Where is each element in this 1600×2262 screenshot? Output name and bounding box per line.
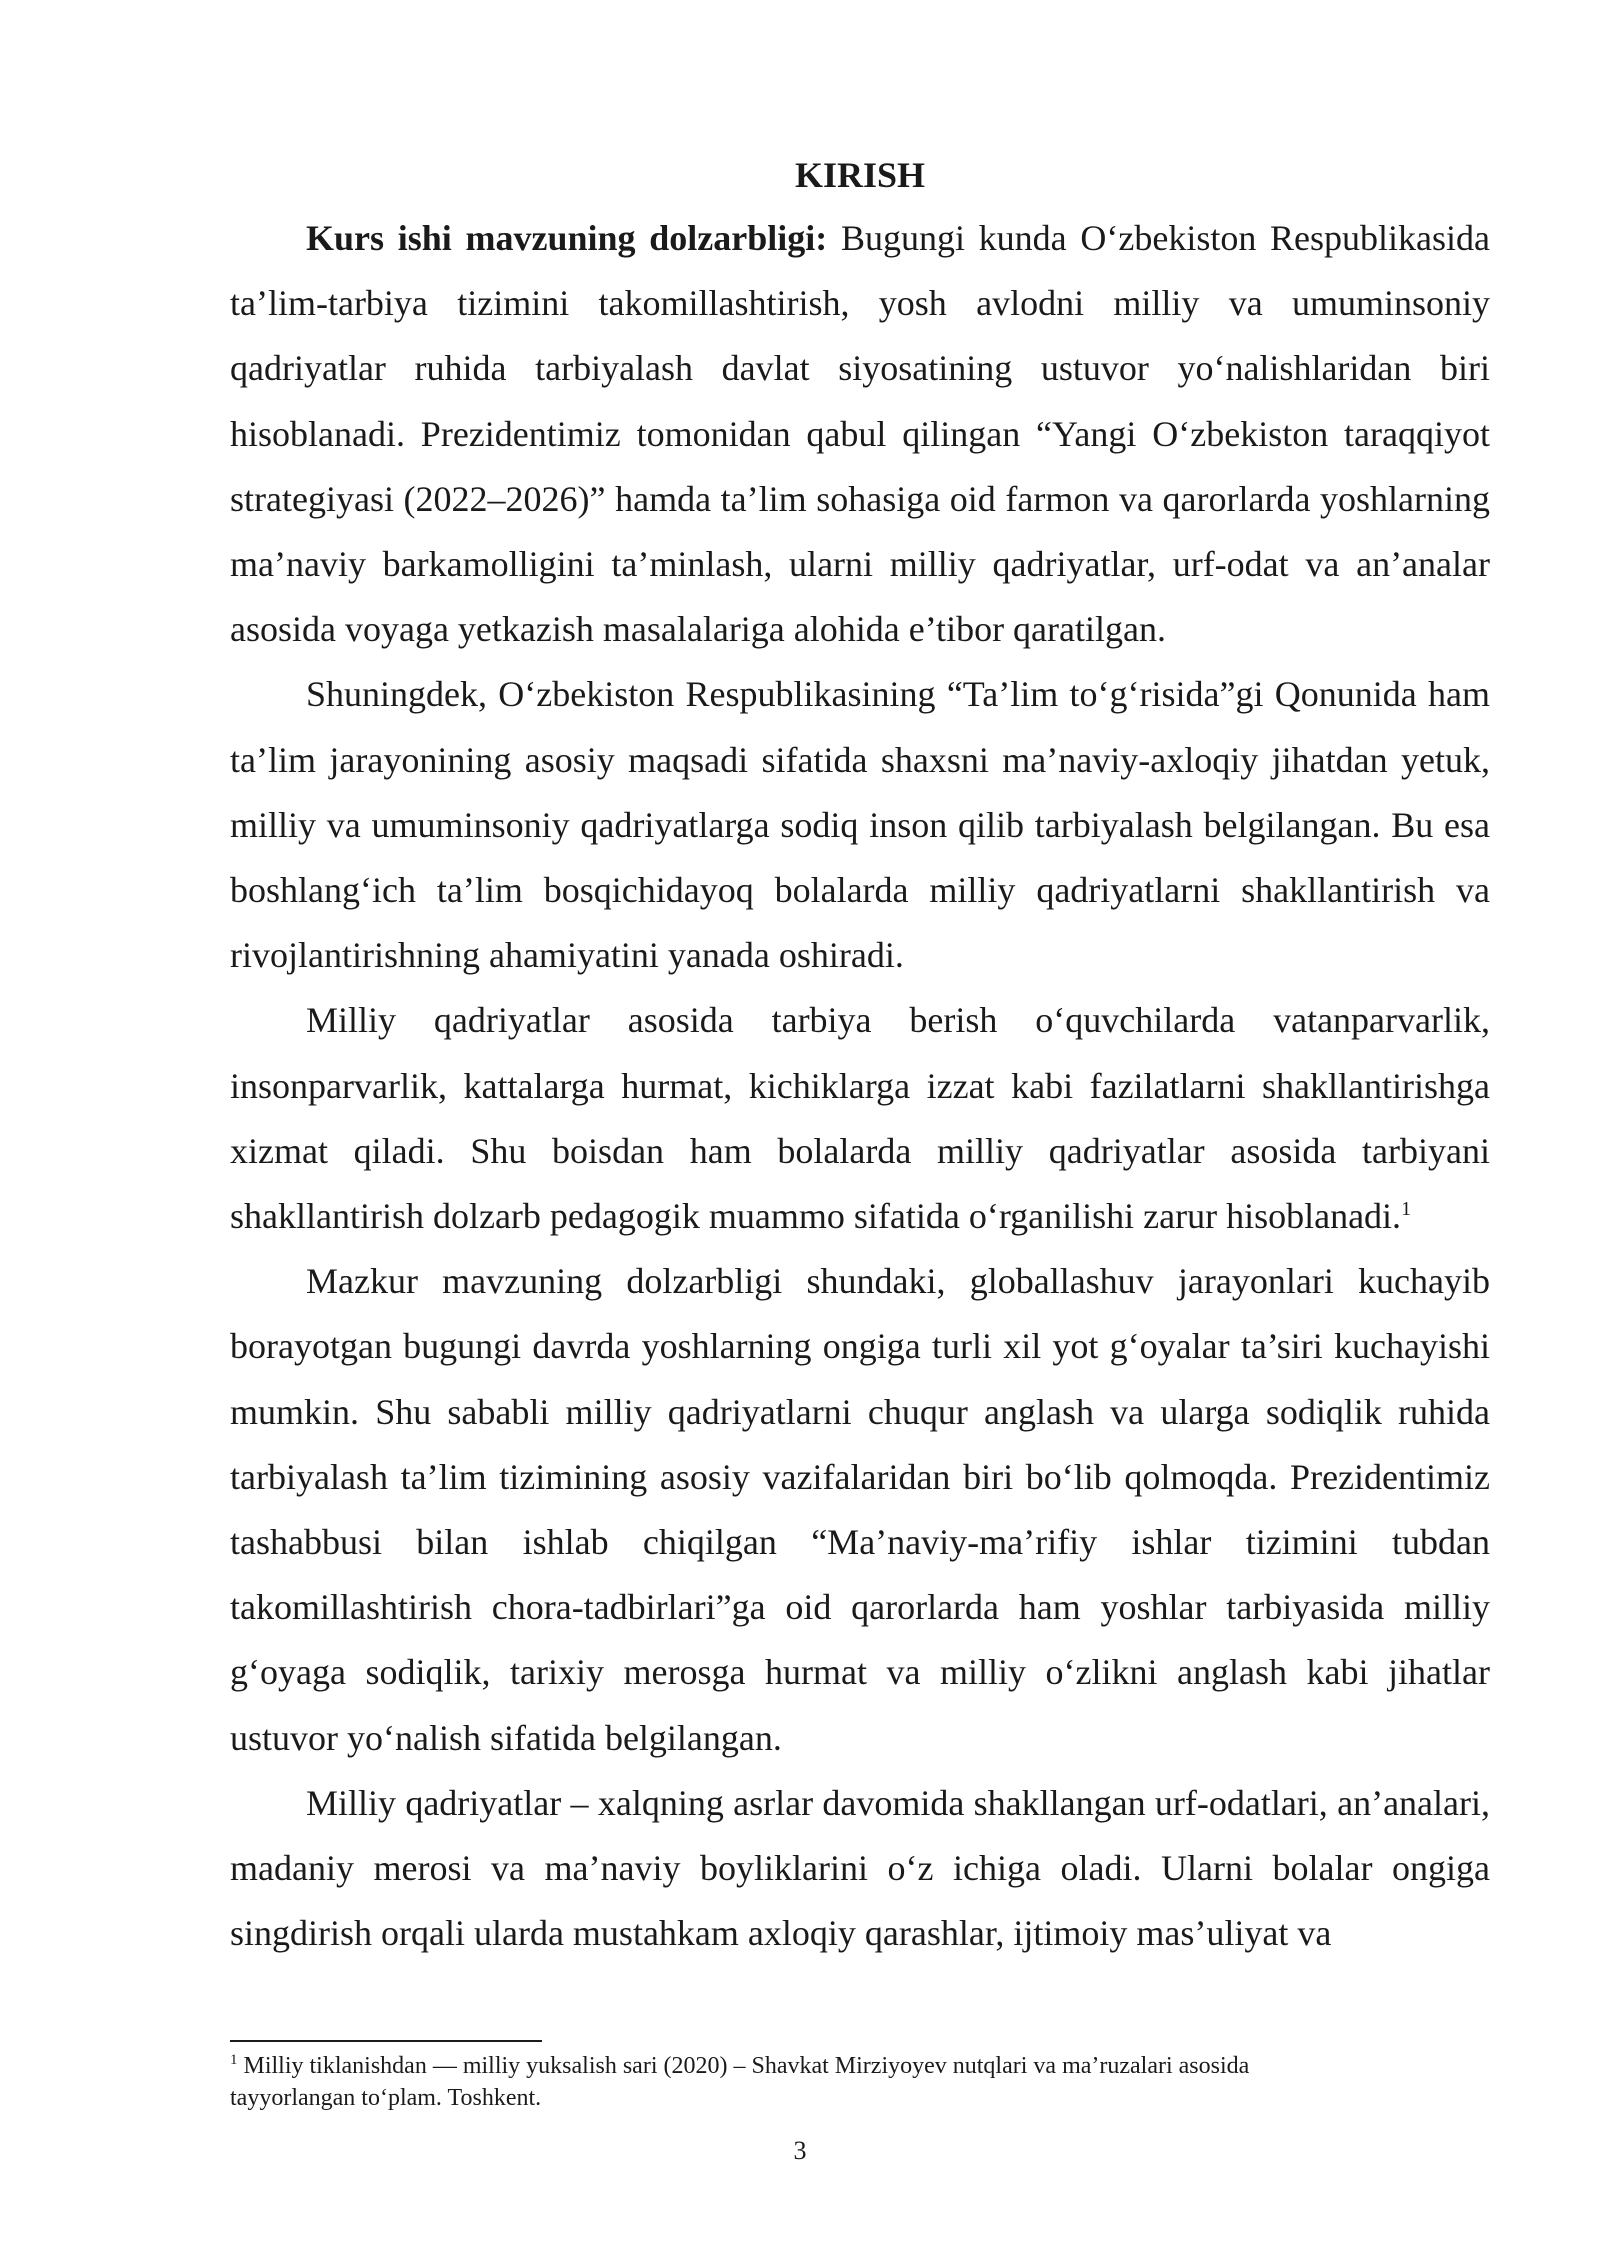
footnote bbox=[230, 2050, 1370, 2114]
document-page bbox=[230, 150, 1490, 1966]
footnote-marker: 1 bbox=[230, 2052, 238, 2068]
paragraph-4 bbox=[230, 1249, 1490, 1771]
paragraph-5 bbox=[230, 1771, 1490, 1967]
paragraph-lead: Kurs ishi mavzuning dolzarbligi: bbox=[306, 218, 828, 258]
paragraph-2 bbox=[230, 662, 1490, 988]
paragraph-text: Shuningdek, O‘zbekiston Respublikasining “Ta’lim to‘g‘risida”gi Qonunida ham ta’lim jarayonining asosiy maqsadi sifatida shaxsni ma’naviy-axloqiy jihatdan yetuk, milliy va umuminsoniy qadriyatlarga sodiq inson qilib tarbiyalash belgilangan. Bu esa boshlang‘ich ta’lim bosqichidayoq bolalarda milliy qadriyatlarni shakllantirish va rivojlantirishning ahamiyatini yanada oshiradi. bbox=[230, 674, 1490, 976]
paragraph-1 bbox=[230, 206, 1490, 662]
footnote-separator bbox=[230, 2040, 542, 2042]
footnote-text: Milliy tiklanishdan — milliy yuksalish sari (2020) – Shavkat Mirziyoyev nutqlari va ma’ruzalari asosida tayyorlangan to‘plam. Toshkent. bbox=[230, 2053, 1250, 2111]
paragraph-text: Mazkur mavzuning dolzarbligi shundaki, globallashuv jarayonlari kuchayib borayotgan bugungi davrda yoshlarning ongiga turli xil yot g‘oyalar ta’siri kuchayishi mumkin. Shu sababli milliy qadriyatlarni chuqur anglash va ularga sodiqlik ruhida tarbiyalash ta’lim tizimining asosiy vazifalaridan biri bo‘lib qolmoqda. Prezidentimiz tashabbusi bilan ishlab chiqilgan “Ma’naviy-ma’rifiy ishlar tizimini tubdan takomillashtirish chora-tadbirlari”ga oid qarorlarda ham yoshlar tarbiyasida milliy g‘oyaga sodiqlik, tarixiy merosga hurmat va milliy o‘zlikni anglash kabi jihatlar ustuvor yo‘nalish sifatida belgilangan. bbox=[230, 1261, 1490, 1758]
paragraph-text: Milliy qadriyatlar asosida tarbiya berish o‘quvchilarda vatanparvarlik, insonparvarlik, kattalarga hurmat, kichiklarga izzat kabi fazilatlarni shakllantirishga xizmat qiladi. Shu boisdan ham bolalarda milliy qadriyatlar asosida tarbiyani shakllantirish dolzarb pedagogik muammo sifatida o‘rganilishi zarur hisoblanadi. bbox=[230, 1000, 1490, 1237]
paragraph-text: Milliy qadriyatlar – xalqning asrlar davomida shakllangan urf-odatlari, an’analari, madaniy merosi va ma’naviy boyliklarini o‘z ichiga oladi. Ularni bolalar ongiga singdirish orqali ularda mustahkam axloqiy qarashlar, ijtimoiy mas’uliyat va bbox=[230, 1782, 1490, 1954]
paragraph-3 bbox=[230, 988, 1490, 1249]
page-number: 3 bbox=[793, 2136, 807, 2165]
section-heading: KIRISH bbox=[794, 155, 926, 195]
footnote-reference[interactable]: 1 bbox=[1401, 1198, 1412, 1221]
paragraph-text: Bugungi kunda O‘zbekiston Respublikasida ta’lim-tarbiya tizimini takomillashtirish, yosh avlodni milliy va umuminsoniy qadriyatlar ruhida tarbiyalash davlat siyosatining ustuvor yo‘nalishlaridan biri hisoblanadi. Prezidentimiz tomonidan qabul qilingan “Yangi O‘zbekiston taraqqiyot strategiyasi (2022–2026)” hamda ta’lim sohasiga oid farmon va qarorlarda yoshlarning ma’naviy barkamolligini ta’minlash, ularni milliy qadriyatlar, urf-odat va an’analar asosida voyaga yetkazish masalalariga alohida e’tibor qaratilgan. bbox=[230, 218, 1491, 650]
